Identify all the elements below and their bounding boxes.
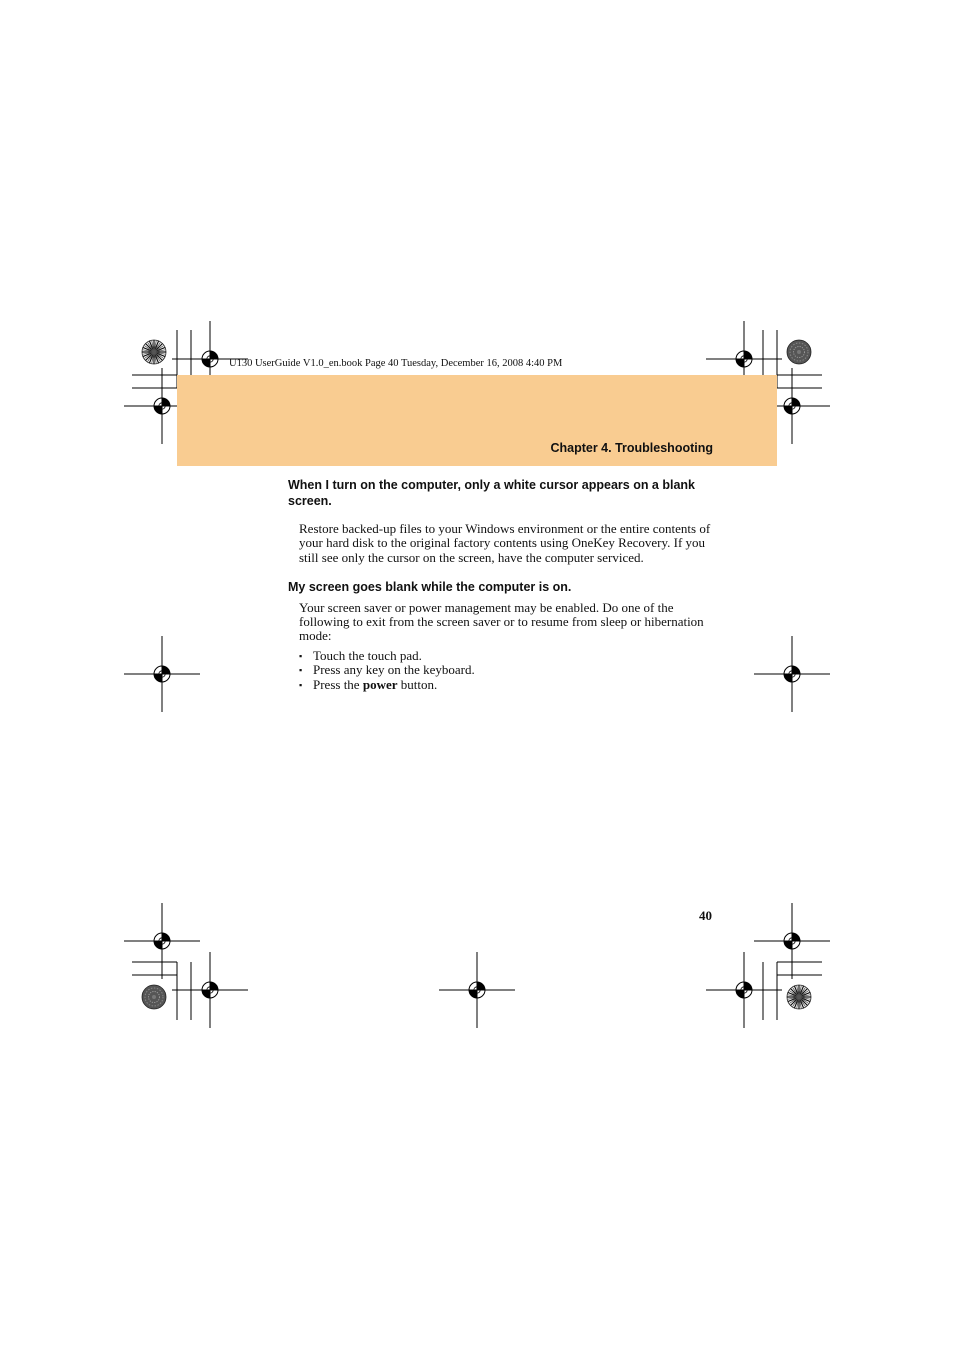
list-item bbox=[299, 663, 718, 678]
power-button-term: power bbox=[362, 676, 398, 692]
section-heading: When I turn on the computer, only a white cursor appears on a blank screen. bbox=[288, 478, 696, 508]
section-body: Your screen saver or power management may be enabled. Do one of the following to exit from the screen saver or to resume from sleep or hibernation mode: bbox=[299, 599, 704, 644]
list-item bbox=[299, 678, 718, 693]
chapter-header-band bbox=[177, 375, 777, 466]
page-number: 40 bbox=[699, 908, 712, 923]
bullet-icon: ▪ bbox=[299, 665, 303, 676]
list-item-text-suffix: button. bbox=[397, 676, 438, 692]
page-content bbox=[288, 477, 718, 692]
chapter-title: Chapter 4. Troubleshooting bbox=[550, 441, 713, 455]
list-item-text: Touch the touch pad. bbox=[313, 647, 422, 663]
bullet-icon: ▪ bbox=[299, 679, 303, 690]
section-body: Restore backed-up files to your Windows environment or the entire contents of your hard disk to the original factory contents using OneKey Recovery. If you still see only the cursor on the screen, have the computer serviced. bbox=[299, 521, 711, 565]
print-slug-line: U130 UserGuide V1.0_en.book Page 40 Tuesday, December 16, 2008 4:40 PM bbox=[229, 358, 563, 369]
bullet-icon: ▪ bbox=[299, 650, 303, 661]
list-item-text: Press any key on the keyboard. bbox=[313, 662, 475, 678]
list-item bbox=[299, 649, 718, 664]
list-item-text-prefix: Press the bbox=[313, 676, 363, 692]
section-heading: My screen goes blank while the computer is on. bbox=[288, 579, 572, 594]
bullet-list bbox=[288, 649, 718, 693]
